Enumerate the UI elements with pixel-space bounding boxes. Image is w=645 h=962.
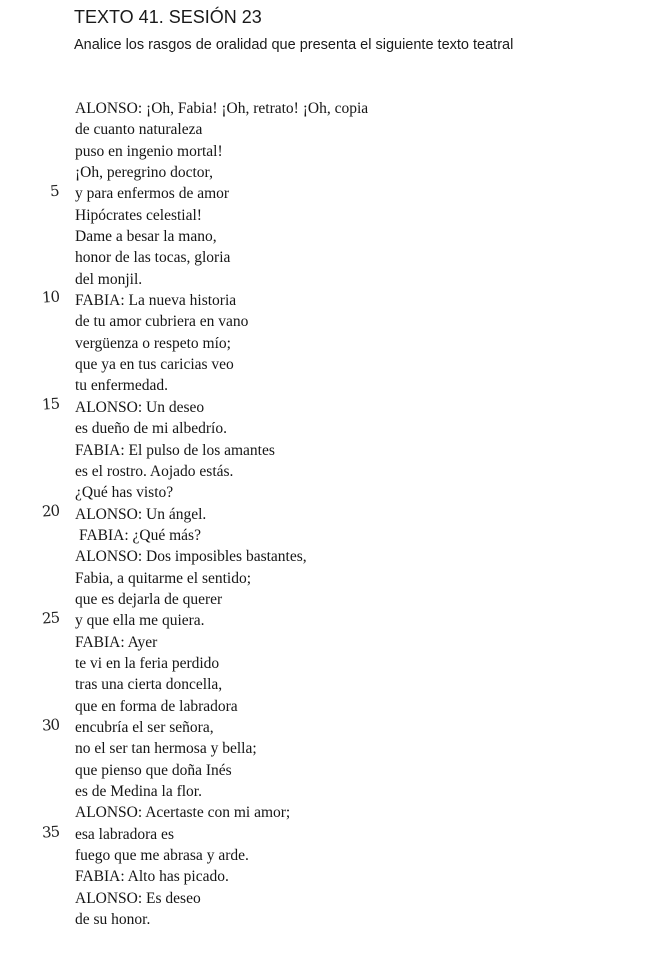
verse-line: ALONSO: Un deseo <box>75 398 205 416</box>
verse-line: vergüenza o respeto mío; <box>75 334 231 352</box>
line-number: 5 <box>49 181 60 201</box>
verse-line: ALONSO: Dos imposibles bastantes, <box>75 548 307 566</box>
verse-line: ALONSO: Acertaste con mi amor; <box>75 804 291 822</box>
verse-line: Dame a besar la mano, <box>75 228 217 246</box>
line-number: 25 <box>41 608 60 628</box>
verse-line: encubría el ser señora, <box>75 718 214 736</box>
verse-line: honor de las tocas, gloria <box>75 249 231 267</box>
page-title: TEXTO 41. SESIÓN 23 <box>74 7 262 27</box>
verse-line: de tu amor cubriera en vano <box>75 313 249 331</box>
verse-line: es el rostro. Aojado estás. <box>75 462 234 480</box>
verse-line: Fabia, a quitarme el sentido; <box>75 569 252 587</box>
verse-block <box>75 98 435 930</box>
line-number: 30 <box>41 715 60 735</box>
verse-line: que es dejarla de querer <box>75 590 223 608</box>
verse-line: FABIA: Alto has picado. <box>75 868 229 886</box>
verse-line: ¿Qué has visto? <box>75 484 174 502</box>
verse-line: ALONSO: ¡Oh, Fabia! ¡Oh, retrato! ¡Oh, copia <box>75 100 369 117</box>
verse-line: es de Medina la flor. <box>75 783 202 800</box>
verse-line: de cuanto naturaleza <box>75 121 203 139</box>
verse-line: puso en ingenio mortal! <box>75 142 223 160</box>
verse-line: esa labradora es <box>75 825 174 843</box>
verse-line: FABIA: El pulso de los amantes <box>75 441 275 459</box>
verse-line: Hipócrates celestial! <box>75 206 202 224</box>
verse-line: te vi en la feria perdido <box>75 654 220 672</box>
verse-line: ALONSO: Un ángel. <box>75 505 207 523</box>
verse-line: es dueño de mi albedrío. <box>75 420 227 438</box>
verse-line: ALONSO: Es deseo <box>75 889 201 907</box>
verse-line: tras una cierta doncella, <box>75 676 223 694</box>
line-number: 15 <box>41 394 60 414</box>
verse-line: que ya en tus caricias veo <box>75 356 234 374</box>
line-number: 35 <box>41 822 60 842</box>
verse-line: no el ser tan hermosa y bella; <box>75 740 257 758</box>
verse-line: que en forma de labradora <box>75 697 238 715</box>
verse-line: y para enfermos de amor <box>75 185 230 203</box>
line-number: 10 <box>41 287 60 307</box>
line-number: 20 <box>41 501 60 521</box>
verse-line: y que ella me quiera. <box>75 612 205 630</box>
verse-line: de su honor. <box>75 911 151 929</box>
verse-line: tu enfermedad. <box>75 377 168 395</box>
verse-line: fuego que me abrasa y arde. <box>75 847 249 865</box>
verse-line: que pienso que doña Inés <box>75 761 232 779</box>
verse-line: ¡Oh, peregrino doctor, <box>75 164 213 182</box>
verse-line: FABIA: Ayer <box>75 633 158 651</box>
verse-line: del monjil. <box>75 270 143 288</box>
verse-line: FABIA: ¿Qué más? <box>79 526 201 544</box>
verse-line: FABIA: La nueva historia <box>75 292 237 310</box>
instruction-text: Analice los rasgos de oralidad que presenta el siguiente texto teatral <box>74 37 514 53</box>
